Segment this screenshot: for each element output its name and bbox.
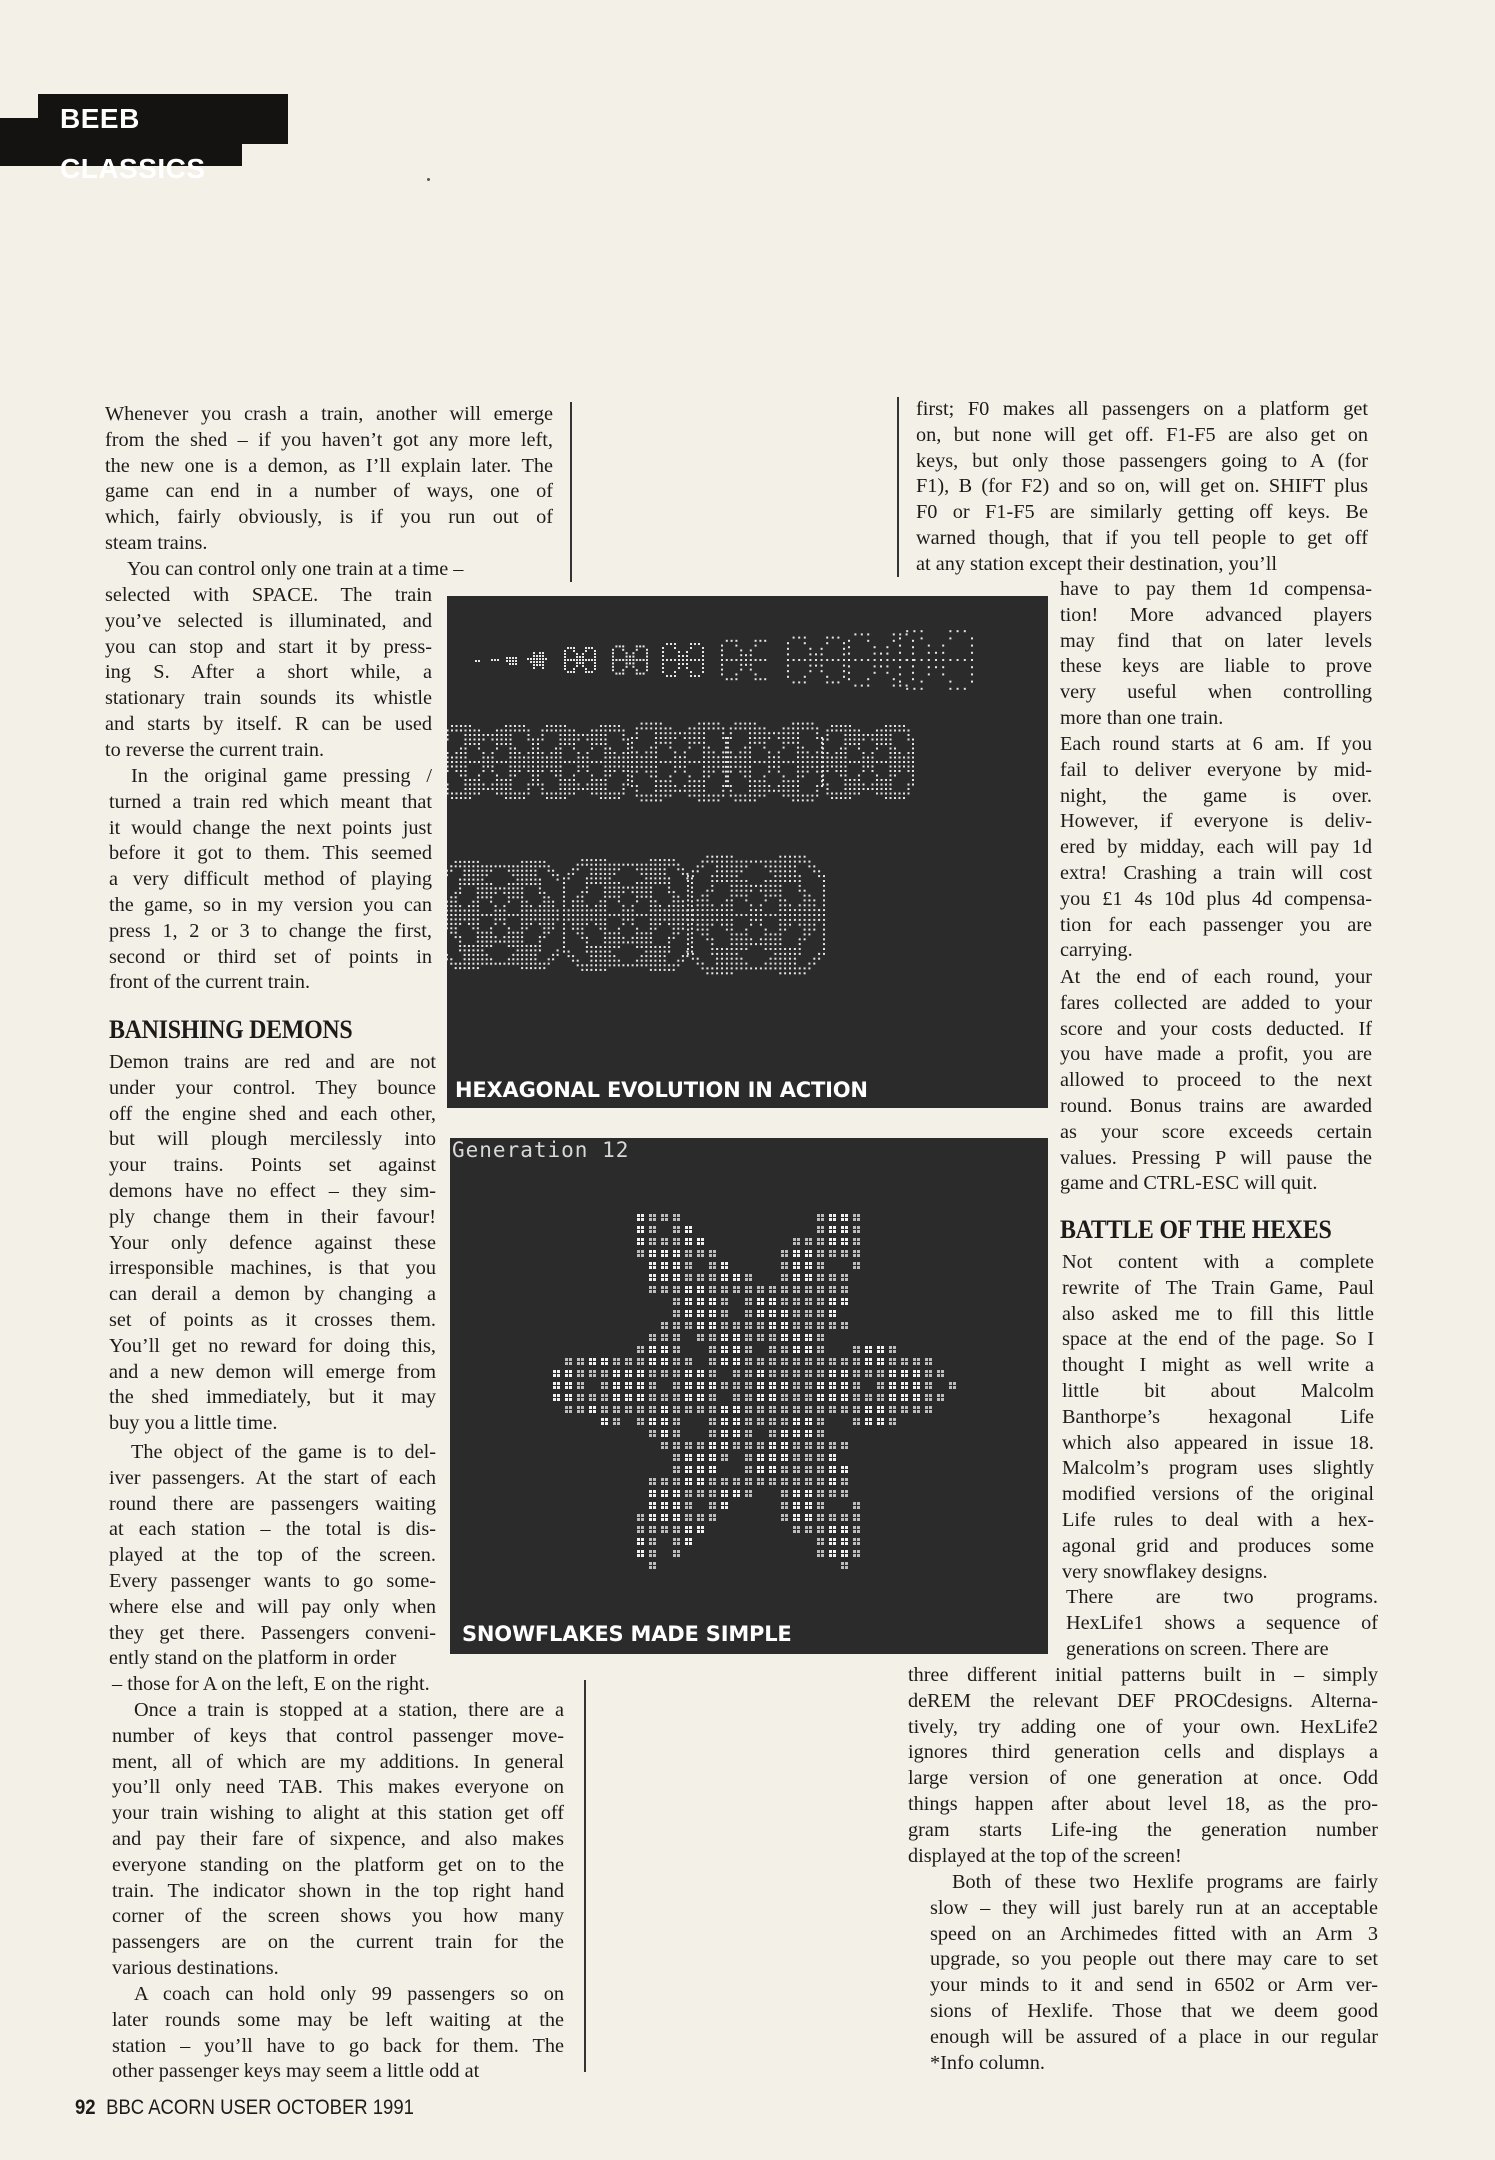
- text-line: fares collected are added to your: [1060, 991, 1372, 1014]
- text-line: Every passenger wants to go some-: [109, 1569, 436, 1592]
- text-line: Life rules to deal with a hex-: [1062, 1508, 1374, 1531]
- text-line: sions of Hexlife. Those that we deem good: [930, 1999, 1378, 2022]
- text-line: you can stop and start it by press-: [105, 635, 432, 658]
- hex-pattern: [506, 657, 517, 665]
- text-line: passengers are on the current train for the: [112, 1931, 564, 1954]
- text-line: a very difficult method of playing: [109, 868, 432, 891]
- text-line: upgrade, so you people out there may care to set: [930, 1948, 1378, 1971]
- text-line: off the engine shed and each other,: [109, 1102, 436, 1125]
- page-number: 92: [75, 2096, 96, 2119]
- text-line: also asked me to fill this little: [1062, 1302, 1374, 1325]
- text-line: you’ll only need TAB. This makes everyone on: [112, 1776, 564, 1799]
- figure-snowflake: [450, 1138, 1048, 1654]
- column-rule: [570, 402, 572, 582]
- text-line: speed on an Archimedes fitted with an Arm 3: [930, 1922, 1378, 1945]
- hex-pattern: [662, 643, 704, 677]
- hex-pattern: [787, 637, 845, 684]
- text-line: HexLife1 shows a sequence of: [1066, 1611, 1378, 1634]
- text-line: gram starts Life-ing the generation number: [908, 1818, 1378, 1841]
- hex-pattern: [822, 725, 914, 799]
- column-rule: [897, 397, 899, 577]
- text-line: Whenever you crash a train, another will emerge: [105, 403, 553, 425]
- text-line: very snowflakey designs.: [1062, 1560, 1268, 1583]
- text-line: Banthorpe’s hexagonal Life: [1062, 1405, 1374, 1428]
- text-line: modified versions of the original: [1062, 1483, 1374, 1506]
- heading-battle-of-the-hexes: BATTLE OF THE HEXES: [1060, 1215, 1332, 1244]
- text-line: You’ll get no reward for doing this,: [109, 1334, 436, 1357]
- text-line: In the original game pressing /: [131, 765, 432, 787]
- text-line: steam trains.: [105, 531, 208, 554]
- text-line: under your control. They bounce: [109, 1076, 436, 1099]
- text-line: to reverse the current train.: [105, 738, 325, 761]
- generation-readout: Generation 12: [452, 1138, 630, 1162]
- text-line: second or third set of points in: [109, 945, 432, 968]
- text-line: three different initial patterns built in – simply: [908, 1664, 1378, 1686]
- text-line: values. Pressing P will pause the: [1060, 1146, 1372, 1169]
- col1-p3: [109, 764, 432, 996]
- col1-p6: [112, 1698, 564, 1982]
- text-line: Not content with a complete: [1062, 1251, 1374, 1273]
- text-line: Your only defence against these: [109, 1231, 436, 1254]
- text-line: very useful when controlling: [1060, 681, 1372, 704]
- text-line: keys, but only those passengers going to A (for: [916, 449, 1368, 472]
- col2-p5: [1066, 1585, 1378, 1662]
- text-line: but will plough mercilessly into: [109, 1128, 436, 1151]
- text-line: At the end of each round, your: [1060, 966, 1372, 988]
- text-line: you’ve selected is illuminated, and: [105, 609, 432, 632]
- hex-pattern: [491, 659, 499, 661]
- text-line: and starts by itself. R can be used: [105, 712, 432, 735]
- text-line: game can end in a number of ways, one of: [105, 480, 553, 503]
- text-line: press 1, 2 or 3 to change the first,: [109, 919, 432, 942]
- text-line: round there are passengers waiting: [109, 1492, 436, 1515]
- text-line: your minds to it and send in 6502 or Arm ver-: [930, 1974, 1378, 1997]
- text-line: ered by midday, each will pay 1d: [1060, 836, 1372, 859]
- col2-p4: [1062, 1250, 1374, 1585]
- text-line: fail to deliver everyone by mid-: [1060, 758, 1372, 781]
- text-line: train. The indicator shown in the top right hand: [112, 1879, 564, 1902]
- text-line: F1), B (for F2) and so on, will get on. SHIFT plus: [916, 475, 1368, 498]
- hex-pattern: [631, 723, 729, 802]
- text-line: tion! More advanced players: [1060, 603, 1372, 626]
- text-line: these keys are liable to prove: [1060, 655, 1372, 678]
- hex-pattern: [475, 660, 480, 662]
- text-line: front of the current train.: [109, 971, 311, 994]
- col2-p3: [1060, 965, 1372, 1197]
- text-line: large version of one generation at once. Odd: [908, 1767, 1378, 1790]
- text-line: more than one train.: [1060, 706, 1224, 729]
- text-line: ignores third generation cells and displays a: [908, 1741, 1378, 1764]
- text-line: slow – they will just barely run at an acceptable: [930, 1896, 1378, 1919]
- text-line: ment, all of which are my additions. In general: [112, 1750, 564, 1773]
- figure1-caption: HEXAGONAL EVOLUTION IN ACTION: [455, 1078, 868, 1102]
- text-line: Once a train is stopped at a station, there are a: [134, 1699, 564, 1721]
- snowflake-graphic: [450, 1138, 1048, 1654]
- text-line: everyone standing on the platform get on to the: [112, 1853, 564, 1876]
- text-line: various destinations.: [112, 1956, 279, 1979]
- text-line: rewrite of The Train Game, Paul: [1062, 1276, 1374, 1299]
- text-line: night, the game is over.: [1060, 784, 1372, 807]
- text-line: tion for each passenger you are: [1060, 913, 1372, 936]
- text-line: ply change them in their favour!: [109, 1205, 436, 1228]
- text-line: which, fairly obviously, is if you run out of: [105, 506, 553, 529]
- text-line: carrying.: [1060, 939, 1133, 962]
- speck: [427, 178, 430, 181]
- text-line: it would change the next points just: [109, 816, 432, 839]
- text-line: which also appeared in issue 18.: [1062, 1431, 1374, 1454]
- text-line: corner of the screen shows you how many: [112, 1905, 564, 1928]
- text-line: first; F0 makes all passengers on a platform get: [916, 398, 1368, 420]
- hex-pattern: [447, 861, 559, 969]
- hex-pattern: [563, 859, 693, 971]
- col2-p2: [1060, 732, 1372, 964]
- text-line: at any station except their destination, you’ll: [916, 552, 1278, 575]
- text-line: from the shed – if you haven’t got any more left,: [105, 428, 553, 451]
- text-line: can derail a demon by changing a: [109, 1283, 436, 1306]
- heading-banishing-demons: BANISHING DEMONS: [109, 1015, 353, 1044]
- text-line: generations on screen. There are: [1066, 1637, 1329, 1660]
- text-line: you have made a profit, you are: [1060, 1043, 1372, 1066]
- text-line: game and CTRL-ESC will quit.: [1060, 1172, 1318, 1195]
- col1-p7: [112, 1982, 564, 2085]
- hex-pattern: [899, 630, 973, 690]
- text-line: score and your costs deducted. If: [1060, 1017, 1372, 1040]
- text-line: space at the end of the page. So I: [1062, 1328, 1374, 1351]
- col2-p1: [916, 397, 1368, 578]
- col2-p6: [930, 1870, 1378, 2076]
- hex-pattern: [725, 723, 823, 802]
- text-line: A coach can hold only 99 passengers so on: [134, 1983, 564, 2005]
- hex-pattern: [687, 856, 825, 975]
- col1-p1: [105, 402, 553, 557]
- text-line: and a new demon will emerge from: [109, 1360, 436, 1383]
- hex-pattern: [564, 647, 596, 673]
- text-line: have to pay them 1d compensa-: [1060, 578, 1372, 600]
- text-line: may find that on later levels: [1060, 629, 1372, 652]
- text-line: The object of the game is to del-: [131, 1441, 436, 1463]
- text-line: demons have no effect – they sim-: [109, 1179, 436, 1202]
- figure-hexagonal-evolution: [447, 596, 1048, 1108]
- text-line: allowed to proceed to the next: [1060, 1069, 1372, 1092]
- text-line: on, but none will get off. F1-F5 are also get on: [916, 423, 1368, 446]
- text-line: your train wishing to alight at this station get off: [112, 1802, 564, 1825]
- text-line: they get there. Passengers conveni-: [109, 1621, 436, 1644]
- text-line: at each station – the total is dis-: [109, 1518, 436, 1541]
- text-line: selected with SPACE. The train: [105, 584, 432, 606]
- text-line: However, if everyone is deliv-: [1060, 810, 1372, 833]
- section-tag: BEEB CLASSICS: [38, 94, 288, 144]
- text-line: agonal grid and produces some: [1062, 1534, 1374, 1557]
- col1-p2: [105, 583, 432, 764]
- text-line: the new one is a demon, as I’ll explain later. The: [105, 454, 553, 477]
- col1-p5-end: – those for A on the left, E on the right.: [112, 1673, 430, 1695]
- text-line: enough will be assured of a place in our regular: [930, 2025, 1378, 2048]
- text-line: set of points as it crosses them.: [109, 1308, 436, 1331]
- text-line: you £1 4s 10d plus 4d compensa-: [1060, 887, 1372, 910]
- text-line: later rounds some may be left waiting at the: [112, 2008, 564, 2031]
- text-line: played at the top of the screen.: [109, 1544, 436, 1567]
- text-line: thought I might as well write a: [1062, 1354, 1374, 1377]
- text-line: F0 or F1-F5 are similarly getting off keys. Be: [916, 501, 1368, 524]
- text-line: buy you a little time.: [109, 1412, 278, 1435]
- text-line: Malcolm’s program uses slightly: [1062, 1457, 1374, 1480]
- text-line: things happen after about level 18, as the pro-: [908, 1792, 1378, 1815]
- col1-p4: [109, 1050, 436, 1437]
- text-line: and pay their fare of sixpence, and also makes: [112, 1827, 564, 1850]
- text-line: as your score exceeds certain: [1060, 1120, 1372, 1143]
- hex-pattern: [721, 640, 766, 680]
- text-line: ing S. After a short while, a: [105, 661, 432, 684]
- text-line: *Info column.: [930, 2051, 1045, 2074]
- text-line: warned though, that if you tell people to get off: [916, 526, 1368, 549]
- text-line: displayed at the top of the screen!: [908, 1844, 1182, 1867]
- text-line: your trains. Points set against: [109, 1154, 436, 1177]
- publication-line: BBC ACORN USER OCTOBER 1991: [106, 2096, 414, 2119]
- text-line: where else and will pay only when: [109, 1595, 436, 1618]
- hex-pattern: [612, 645, 648, 674]
- page-footer: [75, 2096, 414, 2120]
- col1-p5: [109, 1440, 436, 1672]
- text-line: There are two programs.: [1066, 1586, 1378, 1608]
- text-line: number of keys that control passenger move-: [112, 1724, 564, 1747]
- hex-pattern: [537, 725, 629, 799]
- text-line: turned a train red which meant that: [109, 790, 432, 813]
- text-line: Each round starts at 6 am. If you: [1060, 733, 1372, 755]
- text-line: other passenger keys may seem a little odd at: [112, 2060, 480, 2083]
- hex-pattern: [848, 633, 914, 686]
- text-line: deREM the relevant DEF PROCdesigns. Alterna-: [908, 1689, 1378, 1712]
- text-line: round. Bonus trains are awarded: [1060, 1094, 1372, 1117]
- column-rule: [584, 1680, 586, 2072]
- text-line: tively, try adding one of your own. HexLife2: [908, 1715, 1378, 1738]
- col2-p1b: [1060, 577, 1372, 732]
- text-line: the game, so in my version you can: [109, 893, 432, 916]
- text-line: irresponsible machines, is that you: [109, 1257, 436, 1280]
- figure2-caption: SNOWFLAKES MADE SIMPLE: [462, 1622, 792, 1646]
- text-line: iver passengers. At the start of each: [109, 1466, 436, 1489]
- text-line: station – you’ll have to go back for them. The: [112, 2034, 564, 2057]
- hex-pattern: [447, 725, 534, 799]
- text-line: ently stand on the platform in order: [109, 1647, 397, 1670]
- col1-p2-top: You can control only one train at a time –: [127, 558, 464, 580]
- text-line: the shed immediately, but it may: [109, 1386, 436, 1409]
- text-line: stationary train sounds its whistle: [105, 687, 432, 710]
- text-line: little bit about Malcolm: [1062, 1379, 1374, 1402]
- text-line: Demon trains are red and are not: [109, 1051, 436, 1073]
- hexagon-sequence-graphic: [447, 596, 1048, 1108]
- col2-p5b: [908, 1663, 1378, 1869]
- text-line: before it got to them. This seemed: [109, 842, 432, 865]
- text-line: extra! Crashing a train will cost: [1060, 861, 1372, 884]
- hex-pattern: [527, 652, 547, 669]
- text-line: Both of these two Hexlife programs are fairly: [952, 1871, 1378, 1893]
